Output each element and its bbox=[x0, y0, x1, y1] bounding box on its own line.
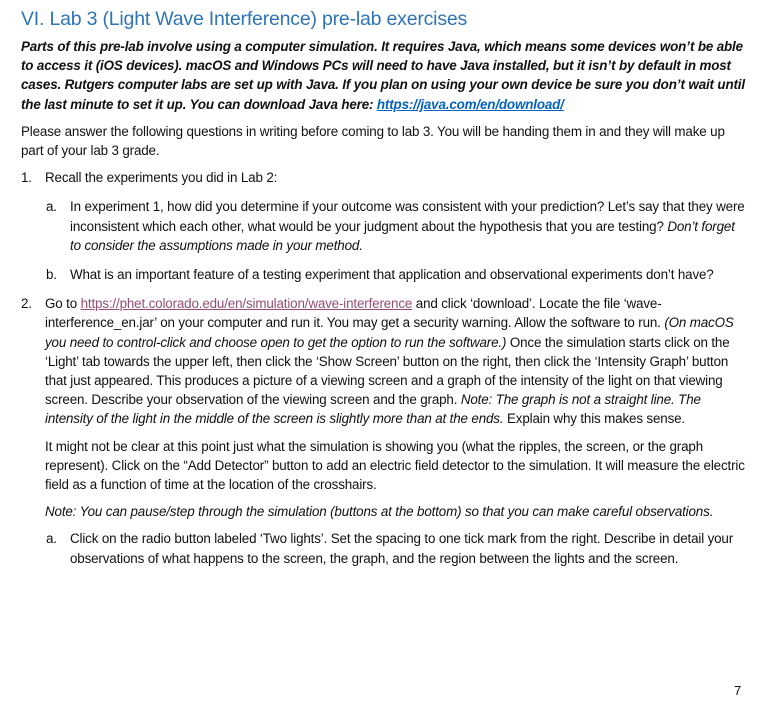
question-text: Go to bbox=[45, 296, 81, 312]
question-text: In experiment 1, how did you determine if your outcome was consistent with your prediction? Let’s say that they were inconsistent which each other, what would be your judgment about the hypothesis that you are testing? bbox=[70, 199, 745, 234]
phet-simulation-link[interactable]: https://phet.colorado.edu/en/simulation/wave-interference bbox=[80, 296, 413, 312]
document-page bbox=[21, 6, 745, 578]
macos-note: (On macOS you need to control-click and choose open to get the option to run the software.) bbox=[45, 315, 734, 350]
intro-text: Parts of this pre-lab involve using a computer simulation. It requires Java, which means some devices won’t be able to access it (iOS devices). macOS and Windows PCs will need to have Java installed, but it isn’t by default in most cases. Rutgers computer labs are set up with Java. If you plan on using your own device be sure you don’t wait until the last minute to set it up. You can download Java here: bbox=[21, 39, 745, 112]
pause-note: Note: You can pause/step through the simulation (buttons at the bottom) so that you can make careful observations. bbox=[45, 504, 714, 520]
question-letter: a. bbox=[46, 199, 57, 215]
question-text: Click on the radio button labeled ‘Two lights’. Set the spacing to one tick mark from the right. Describe in detail your observations of what happens to the screen, the graph, and the region between the lights and the screen. bbox=[70, 531, 734, 566]
question-2 bbox=[21, 294, 745, 428]
java-download-link[interactable]: https://java.com/en/download/ bbox=[376, 96, 564, 112]
question-1b bbox=[21, 265, 745, 284]
instructions-paragraph: Please answer the following questions in writing before coming to lab 3. You will be handing them in and they will make up part of your lab 3 grade. bbox=[21, 123, 725, 159]
question-2a bbox=[21, 529, 745, 567]
question-letter: a. bbox=[46, 531, 57, 547]
intro-paragraph bbox=[21, 37, 745, 114]
section-title: VI. Lab 3 (Light Wave Interference) pre-lab exercises bbox=[21, 8, 468, 30]
question-text: Recall the experiments you did in Lab 2: bbox=[45, 170, 278, 186]
question-1 bbox=[21, 168, 745, 187]
question-number: 1. bbox=[21, 170, 32, 186]
question-number: 2. bbox=[21, 296, 32, 312]
question-1a bbox=[21, 197, 745, 255]
question-text: What is an important feature of a testing experiment that application and observational experiments don’t have? bbox=[70, 267, 714, 283]
question-text: Explain why this makes sense. bbox=[503, 411, 685, 427]
question-hint: Don’t forget to consider the assumptions made in your method. bbox=[70, 218, 735, 253]
detector-paragraph: It might not be clear at this point just what the simulation is showing you (what the ripples, the screen, or the graph represent). Click on the “Add Detector” button to add an electric field detector to the simulation. It will measure the electric field as a function of time at the location of the crosshairs. bbox=[45, 438, 745, 493]
graph-note: Note: The graph is not a straight line. The intensity of the light in the middle of the screen is slightly more than at the ends. bbox=[45, 392, 701, 427]
question-text: and click ‘download’. Locate the file ‘wave-interference_en.jar’ on your computer and run it. You may get a security warning. Allow the software to run. bbox=[45, 296, 665, 331]
question-letter: b. bbox=[46, 267, 57, 283]
question-text: Once the simulation starts click on the ‘Light’ tab towards the upper left, then click the ‘Show Screen’ button on the right, then click the ‘Intensity Graph’ button that just appeared. This produces a picture of a viewing screen and a graph of the intensity of the light on that viewing screen. Describe your observation of the viewing screen and the graph. bbox=[45, 334, 730, 408]
page-number: 7 bbox=[734, 683, 742, 698]
